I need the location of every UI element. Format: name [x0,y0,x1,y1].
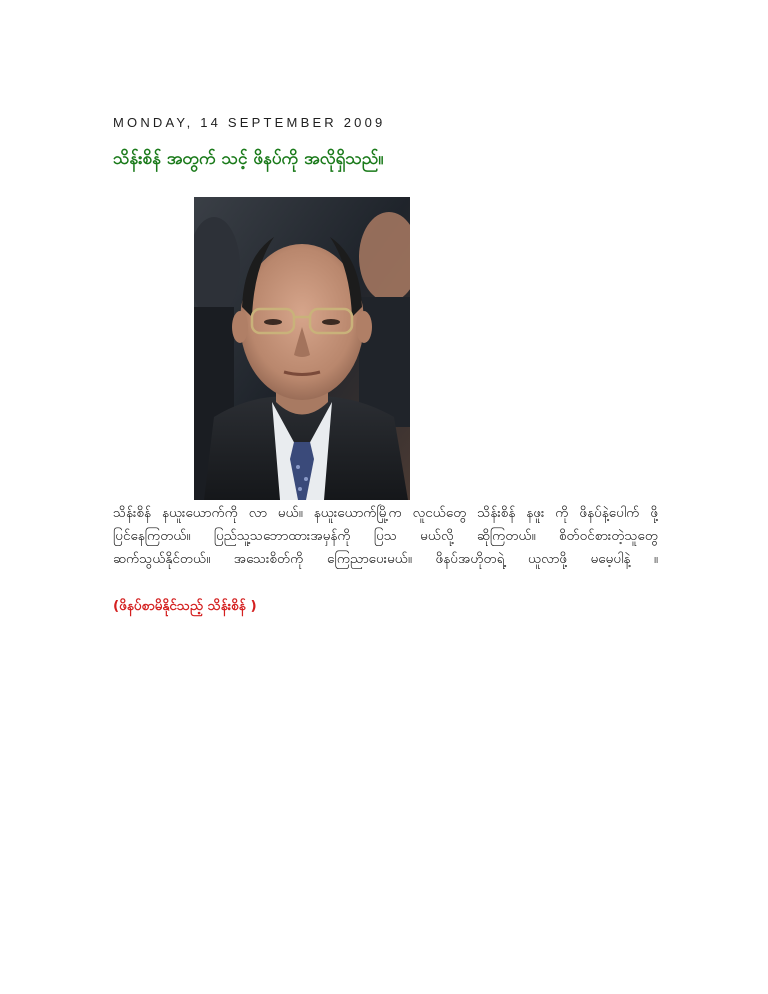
post-body [113,502,658,571]
photo-caption: (ဖိနပ်စာမိနိုင်သည့် သိန်းစိန် ) [113,598,257,614]
portrait-photo-icon [194,197,410,500]
body-line: သိန်းစိန် နယူးယောက်ကို လာ မယ်။ နယူးယောက်မြို့က လူငယ်တွေ သိန်းစိန် နဖူး ကို ဖိနပ်နဲ့ပေါက် ဖို့ [113,505,658,521]
post-title[interactable]: သိန်းစိန် အတွက် သင့် ဖိနပ်ကို အလိုရှိသည်။ [113,149,384,169]
body-line: ပြင်နေကြတယ်။ ပြည်သူ့သဘောထားအမှန်ကို ပြသ မယ်လို့ ဆိုကြတယ်။ စိတ်ဝင်စားတဲ့သူတွေ [113,528,658,544]
post-date: MONDAY, 14 SEPTEMBER 2009 [113,115,386,130]
body-line: ဆက်သွယ်နိုင်တယ်။ အသေးစိတ်ကို ကြေညာပေးမယ်။ ဖိနပ်အဟိုတရဲ့ ယူလာဖို့ မမေ့ပါနဲ့ ။ [113,551,658,567]
post-photo [194,197,410,500]
